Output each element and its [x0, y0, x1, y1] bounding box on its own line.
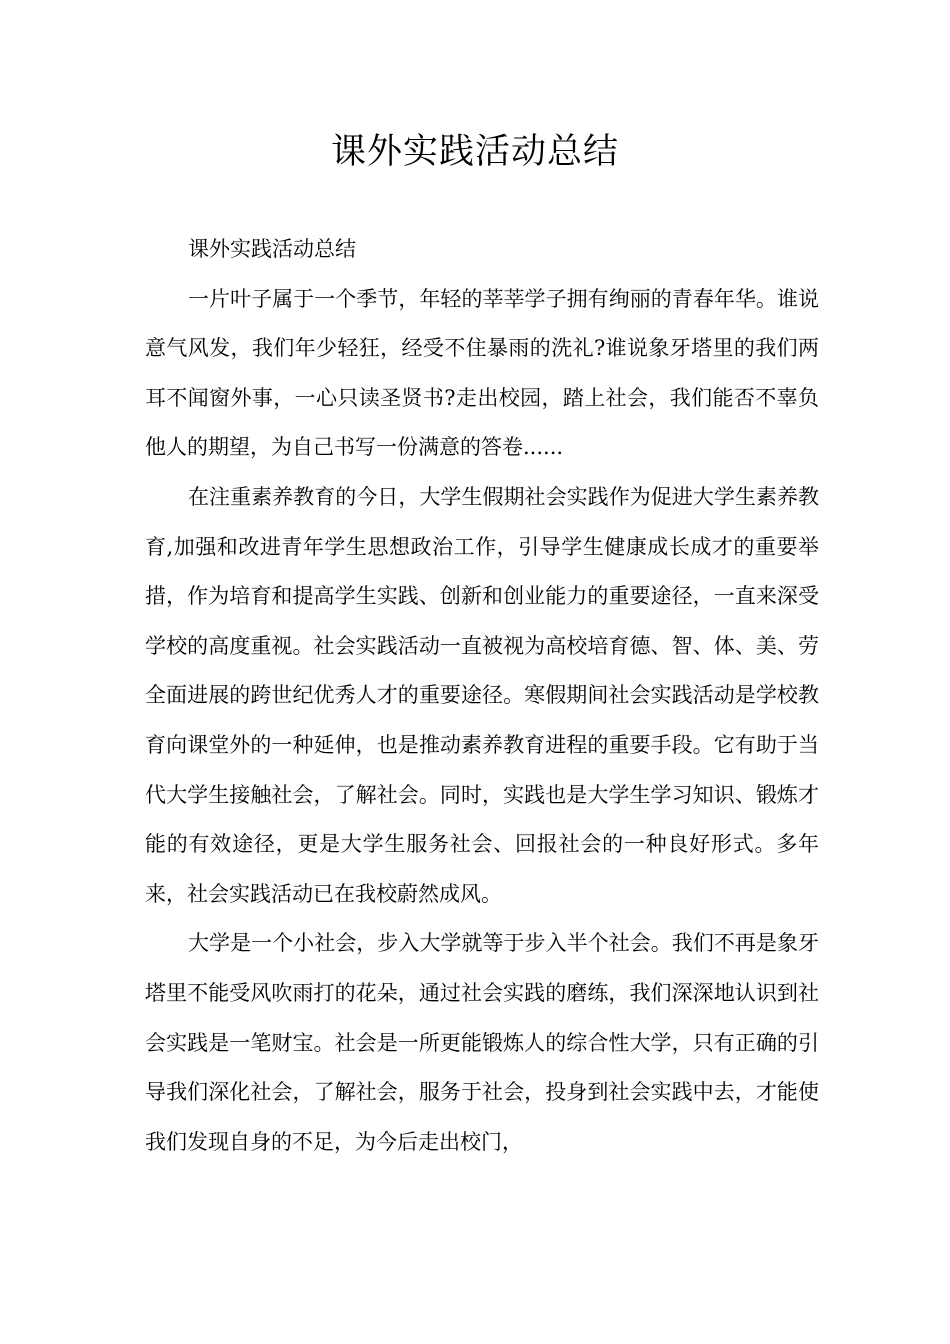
- paragraph-university-society: 大学是一个小社会，步入大学就等于步入半个社会。我们不再是象牙塔里不能受风吹雨打的花朵，通过社会实践的磨练，我们深深地认识到社会实践是一笔财宝。社会是一所更能锻炼人的综合性大学，只有正确的引导我们深化社会，了解社会，服务于社会，投身到社会实践中去，才能使我们发现自身的不足，为今后走出校门，: [145, 931, 819, 1154]
- paragraph-intro: 一片叶子属于一个季节，年轻的莘莘学子拥有绚丽的青春年华。谁说意气风发，我们年少轻狂，经受不住暴雨的洗礼?谁说象牙塔里的我们两耳不闻窗外事，一心只读圣贤书?走出校园，踏上社会，我们能否不辜负他人的期望，为自己书写一份满意的答卷......: [145, 286, 819, 460]
- document-body: [145, 225, 819, 1167]
- paragraph-quality-education: 在注重素养教育的今日，大学生假期社会实践作为促进大学生素养教育,加强和改进青年学生思想政治工作，引导学生健康成长成才的重要举措，作为培育和提高学生实践、创新和创业能力的重要途径，一直来深受学校的高度重视。社会实践活动一直被视为高校培育德、智、体、美、劳全面进展的跨世纪优秀人才的重要途径。寒假期间社会实践活动是学校教育向课堂外的一种延伸，也是推动素养教育进程的重要手段。它有助于当代大学生接触社会，了解社会。同时，实践也是大学生学习知识、锻炼才能的有效途径，更是大学生服务社会、回报社会的一种良好形式。多年来，社会实践活动已在我校蔚然成风。: [145, 484, 819, 906]
- document-title: 课外实践活动总结: [330, 132, 619, 172]
- paragraph-subtitle: 课外实践活动总结: [188, 237, 356, 261]
